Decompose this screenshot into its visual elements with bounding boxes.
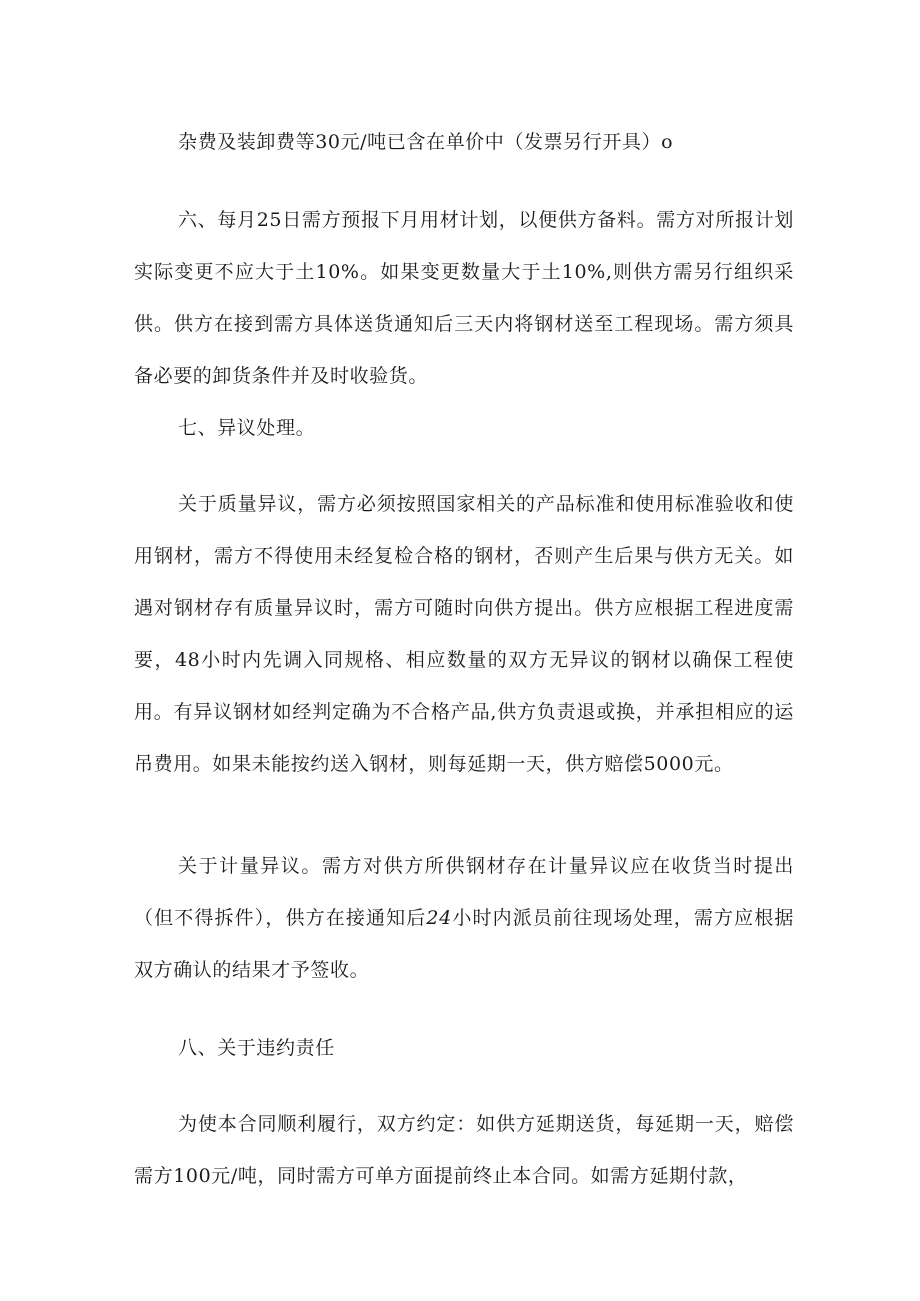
paragraph-measurement-objection <box>134 840 794 996</box>
heading-section-7-objection-handling: 七、异议处理。 <box>178 417 316 439</box>
measurement-text-after: 小时内派员前往现场处理，需方应根据双方确认的结果才予签收。 <box>134 907 794 981</box>
paragraph-breach-terms: 为使本合同顺利履行，双方约定：如供方延期送货，每延期一天，赔偿需方100元/吨，同时需方可单方面提前终止本合同。如需方延期付款， <box>134 1113 794 1187</box>
paragraph-price-inclusion: 杂费及装卸费等30元/吨已含在单价中（发票另行开具）o <box>178 131 674 153</box>
paragraph-section-6-material-plan: 六、每月25日需方预报下月用材计划，以便供方备料。需方对所报计划实际变更不应大于土10%。如果变更数量大于土10%,则供方需另行组织采供。供方在接到需方具体送货通知后三天内将钢材送至工程现场。需方须具备必要的卸货条件并及时收验货。 <box>134 209 794 387</box>
heading-section-8-breach-liability: 八、关于违约责任 <box>178 1037 335 1059</box>
paragraph-quality-objection: 关于质量异议，需方必须按照国家相关的产品标准和使用标准验收和使用钢材，需方不得使用未经复检合格的钢材，否则产生后果与供方无关。如遇对钢材存有质量异议时，需方可随时向供方提出。供方应根据工程进度需要，48小时内先调入同规格、相应数量的双方无异议的钢材以确保工程使用。有异议钢材如经判定确为不合格产品,供方负责退或换，并承担相应的运吊费用。如果未能按约送入钢材，则每延期一天，供方赔偿5000元。 <box>134 493 794 775</box>
measurement-hours-number: 24 <box>426 907 452 929</box>
measurement-text-before: 关于计量异议。需方对供方所供钢材存在计量异议应在收货当时提出（但不得拆件），供方在接通知后 <box>134 855 794 929</box>
